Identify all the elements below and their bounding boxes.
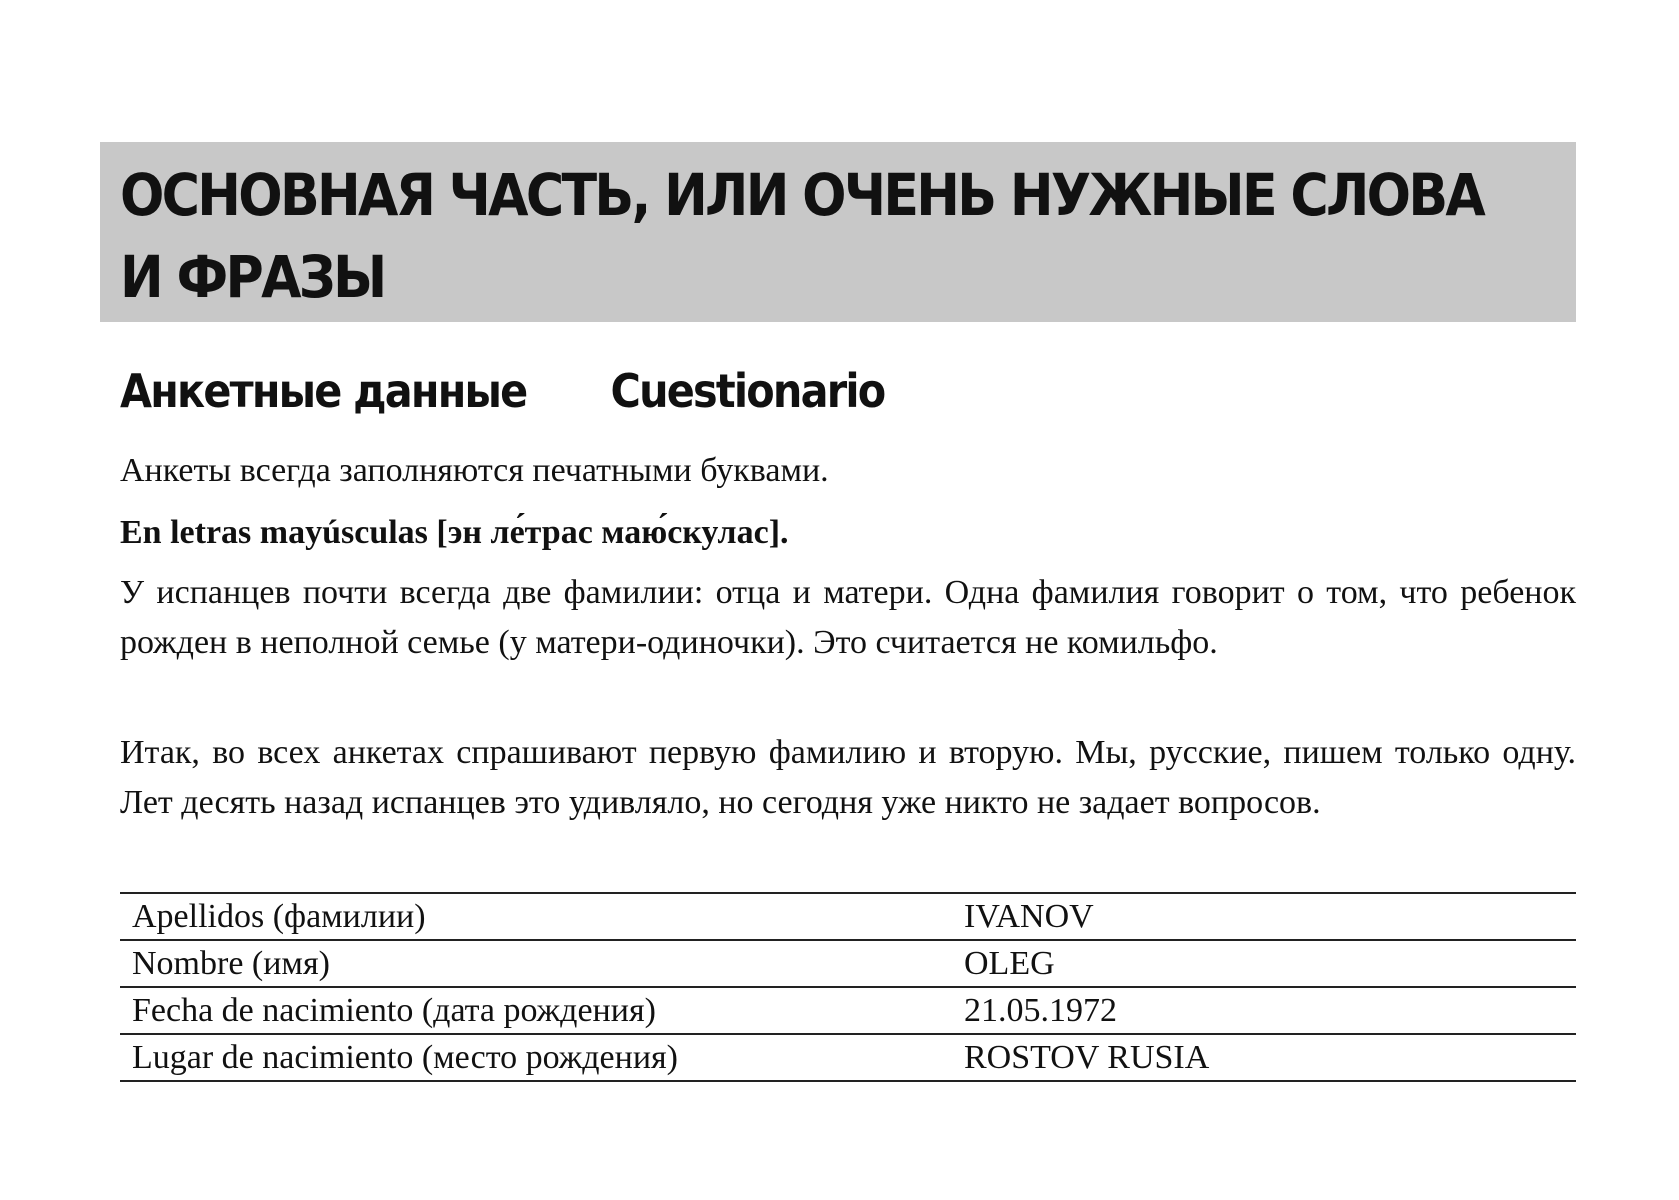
table-label-cell: Fecha de nacimiento (дата рождения)	[120, 987, 952, 1034]
section-heading-russian: Анкетные данные	[120, 364, 527, 418]
paragraph-questionnaire-surnames: Итак, во всех анкетах спрашивают первую фамилию и вторую. Мы, русские, пишем только одну. Лет десять назад испанцев это удивляло, но сегодня уже никто не задает вопросов.	[120, 734, 1576, 821]
paragraph-spanish-phrase: En letras mayúsculas [эн ле́трас маю́скулас].	[120, 514, 789, 551]
chapter-title-line-2: И ФРАЗЫ	[120, 243, 385, 311]
table-value-cell: 21.05.1972	[952, 987, 1576, 1034]
questionnaire-table	[120, 892, 1576, 1082]
paragraph-two-surnames: У испанцев почти всегда две фамилии: отца и матери. Одна фамилия говорит о том, что ребенок рожден в неполной семье (у матери-одиночки). Это считается не комильфо.	[120, 574, 1576, 661]
table-row	[120, 1034, 1576, 1081]
table-value-cell: IVANOV	[952, 893, 1576, 940]
table-row	[120, 893, 1576, 940]
table-label-cell: Lugar de nacimiento (место рождения)	[120, 1034, 952, 1081]
section-heading-spanish: Cuestionario	[610, 364, 885, 418]
table-value-cell: OLEG	[952, 940, 1576, 987]
section-heading	[120, 356, 885, 426]
chapter-banner	[100, 142, 1576, 322]
table-row	[120, 987, 1576, 1034]
table-label-cell: Nombre (имя)	[120, 940, 952, 987]
table-value-cell: ROSTOV RUSIA	[952, 1034, 1576, 1081]
table-label-cell: Apellidos (фамилии)	[120, 893, 952, 940]
chapter-title-line-1: ОСНОВНАЯ ЧАСТЬ, ИЛИ ОЧЕНЬ НУЖНЫЕ СЛОВА	[120, 161, 1484, 229]
paragraph-capital-letters: Анкеты всегда заполняются печатными буквами.	[120, 452, 829, 489]
chapter-title	[120, 154, 1484, 318]
table-row	[120, 940, 1576, 987]
